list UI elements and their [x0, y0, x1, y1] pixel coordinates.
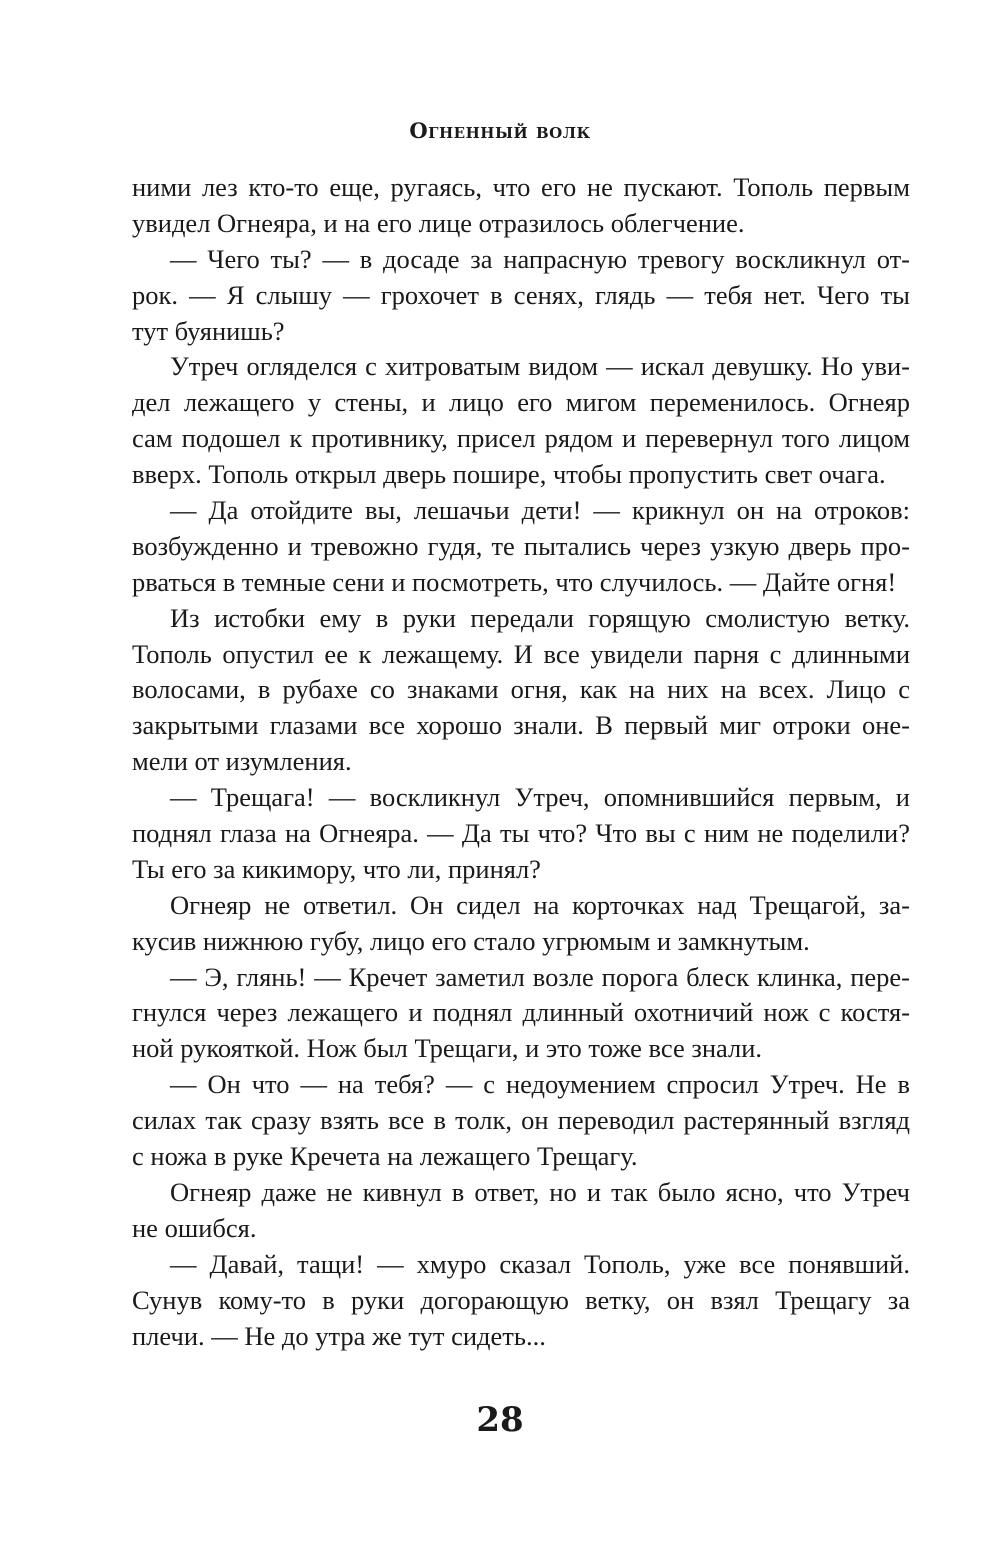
text-line: мели от изумления.: [132, 746, 352, 777]
text-line: ними лез кто-то еще, ругаясь, что его не пускают. Тополь первым: [132, 172, 910, 202]
text-line: ной рукояткой. Нож был Трещаги, и это тоже все знали.: [132, 1033, 763, 1064]
body-text: [132, 170, 910, 1354]
text-line: вверх. Тополь открыл дверь пошире, чтобы пропустить свет очага.: [132, 459, 886, 490]
text-line: Из истобки ему в руки передали горящую смолистую ветку.: [170, 602, 910, 633]
text-line: — Он что — на тебя? — с недоумением спросил Утреч. Не в: [170, 1069, 910, 1100]
text-line: — Да отойдите вы, лешачьи дети! — крикнул он на отроков:: [170, 495, 910, 526]
text-line: силах так сразу взять все в толк, он переводил растерянный взгляд: [132, 1105, 910, 1136]
text-line: увидел Огнеяра, и на его лице отразилось облегчение.: [132, 207, 745, 238]
text-line: — Давай, тащи! — хмуро сказал Тополь, уже все понявший.: [170, 1248, 910, 1279]
text-line: сам подошел к противнику, присел рядом и перевернул того лицом: [132, 423, 910, 454]
text-line: плечи. — Не до утра же тут сидеть...: [132, 1320, 546, 1351]
text-line: гнулся через лежащего и поднял длинный охотничий нож с костя-: [132, 997, 910, 1028]
text-line: поднял глаза на Огнеяра. — Да ты что? Что вы с ним не поделили?: [132, 818, 910, 849]
text-line: возбужденно и тревожно гудя, те пытались через узкую дверь про-: [132, 530, 910, 561]
text-line: Огнеяр даже не кивнул в ответ, но и так было ясно, что Утреч: [170, 1176, 910, 1207]
text-line: волосами, в рубахе со знаками огня, как на них на всех. Лицо с: [132, 674, 910, 705]
page-number: 28: [476, 1400, 524, 1440]
text-line: рок. — Я слышу — грохочет в сенях, глядь — тебя нет. Чего ты: [132, 279, 910, 310]
text-line: Утреч огляделся с хитроватым видом — искал девушку. Но уви-: [170, 351, 910, 382]
text-line: не ошибся.: [132, 1212, 257, 1243]
running-head: Огненный волк: [409, 118, 591, 143]
text-line: — Трещага! — воскликнул Утреч, опомнившийся первым, и: [170, 782, 910, 813]
text-line: дел лежащего у стены, и лицо его мигом переменилось. Огнеяр: [132, 387, 910, 418]
text-line: Сунув кому-то в руки догорающую ветку, он взял Трещагу за: [132, 1284, 910, 1315]
text-line: кусив нижнюю губу, лицо его стало угрюмым и замкнутым.: [132, 925, 810, 956]
text-line: рваться в темные сени и посмотреть, что случилось. — Дайте огня!: [132, 566, 897, 597]
text-line: — Э, глянь! — Кречет заметил возле порога блеск клинка, пере-: [170, 961, 910, 992]
text-line: — Чего ты? — в досаде за напрасную тревогу воскликнул от-: [170, 243, 910, 274]
text-line: с ножа в руке Кречета на лежащего Трещагу.: [132, 1141, 638, 1172]
text-line: тут буянишь?: [132, 315, 285, 346]
text-line: Ты его за кикимору, что ли, принял?: [132, 853, 541, 884]
text-line: закрытыми глазами все хорошо знали. В первый миг отроки оне-: [132, 710, 910, 741]
text-line: Тополь опустил ее к лежащему. И все увидели парня с длинными: [132, 638, 910, 669]
text-line: Огнеяр не ответил. Он сидел на корточках над Трещагой, за-: [170, 889, 910, 920]
